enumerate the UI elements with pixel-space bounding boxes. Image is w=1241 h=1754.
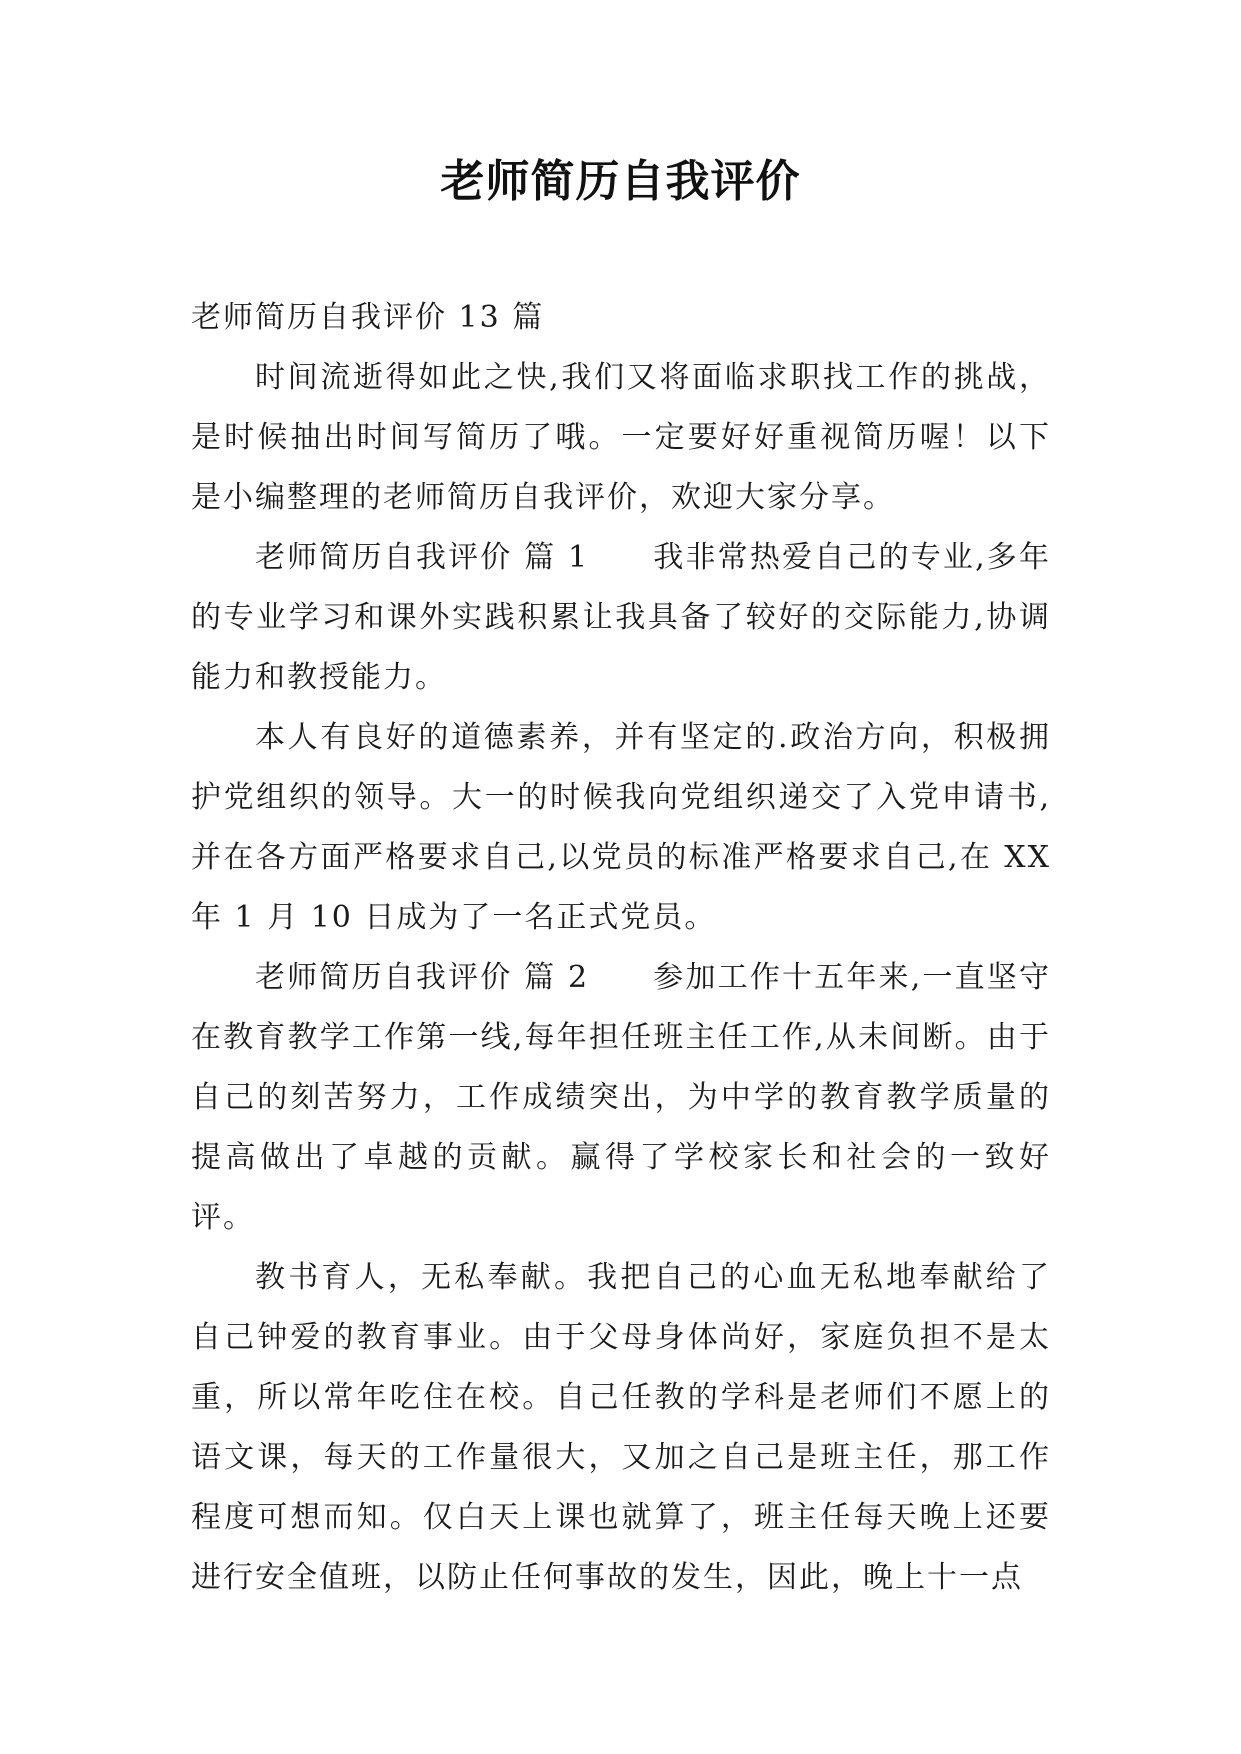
document-body <box>191 288 1051 1608</box>
document-subtitle: 老师简历自我评价 13 篇 <box>191 300 545 335</box>
section-1-heading: 老师简历自我评价 篇 1 <box>255 540 590 575</box>
section-2-paragraph <box>191 948 1051 1248</box>
section-1-text: 我非常热爱自己的专业,多年的专业学习和课外实践积累让我具备了较好的交际能力,协调能力和教授能力。 <box>191 540 1051 695</box>
dedication-paragraph: 教书育人，无私奉献。我把自己的心血无私地奉献给了自己钟爱的教育事业。由于父母身体尚好，家庭负担不是太重，所以常年吃住在校。自己任教的学科是老师们不愿上的语文课，每天的工作量很大，又加之自己是班主任，那工作程度可想而知。仅白天上课也就算了，班主任每天晚上还要进行安全值班，以防止任何事故的发生，因此，晚上十一点 <box>191 1260 1051 1595</box>
page-title: 老师简历自我评价 <box>440 156 801 207</box>
section-2-text: 参加工作十五年来,一直坚守在教育教学工作第一线,每年担任班主任工作,从未间断。由于自己的刻苦努力，工作成绩突出，为中学的教育教学质量的提高做出了卓越的贡献。赢得了学校家长和社会的一致好评。 <box>191 960 1051 1235</box>
section-1-paragraph <box>191 528 1051 708</box>
party-paragraph: 本人有良好的道德素养，并有坚定的.政治方向，积极拥护党组织的领导。大一的时候我向党组织递交了入党申请书,并在各方面严格要求自己,以党员的标准严格要求自己,在 XX 年 1 月 10 日成为了一名正式党员。 <box>191 720 1051 935</box>
intro-paragraph: 时间流逝得如此之快,我们又将面临求职找工作的挑战，是时候抽出时间写简历了哦。一定要好好重视简历喔！以下是小编整理的老师简历自我评价，欢迎大家分享。 <box>191 360 1051 515</box>
section-2-heading: 老师简历自我评价 篇 2 <box>255 960 590 995</box>
